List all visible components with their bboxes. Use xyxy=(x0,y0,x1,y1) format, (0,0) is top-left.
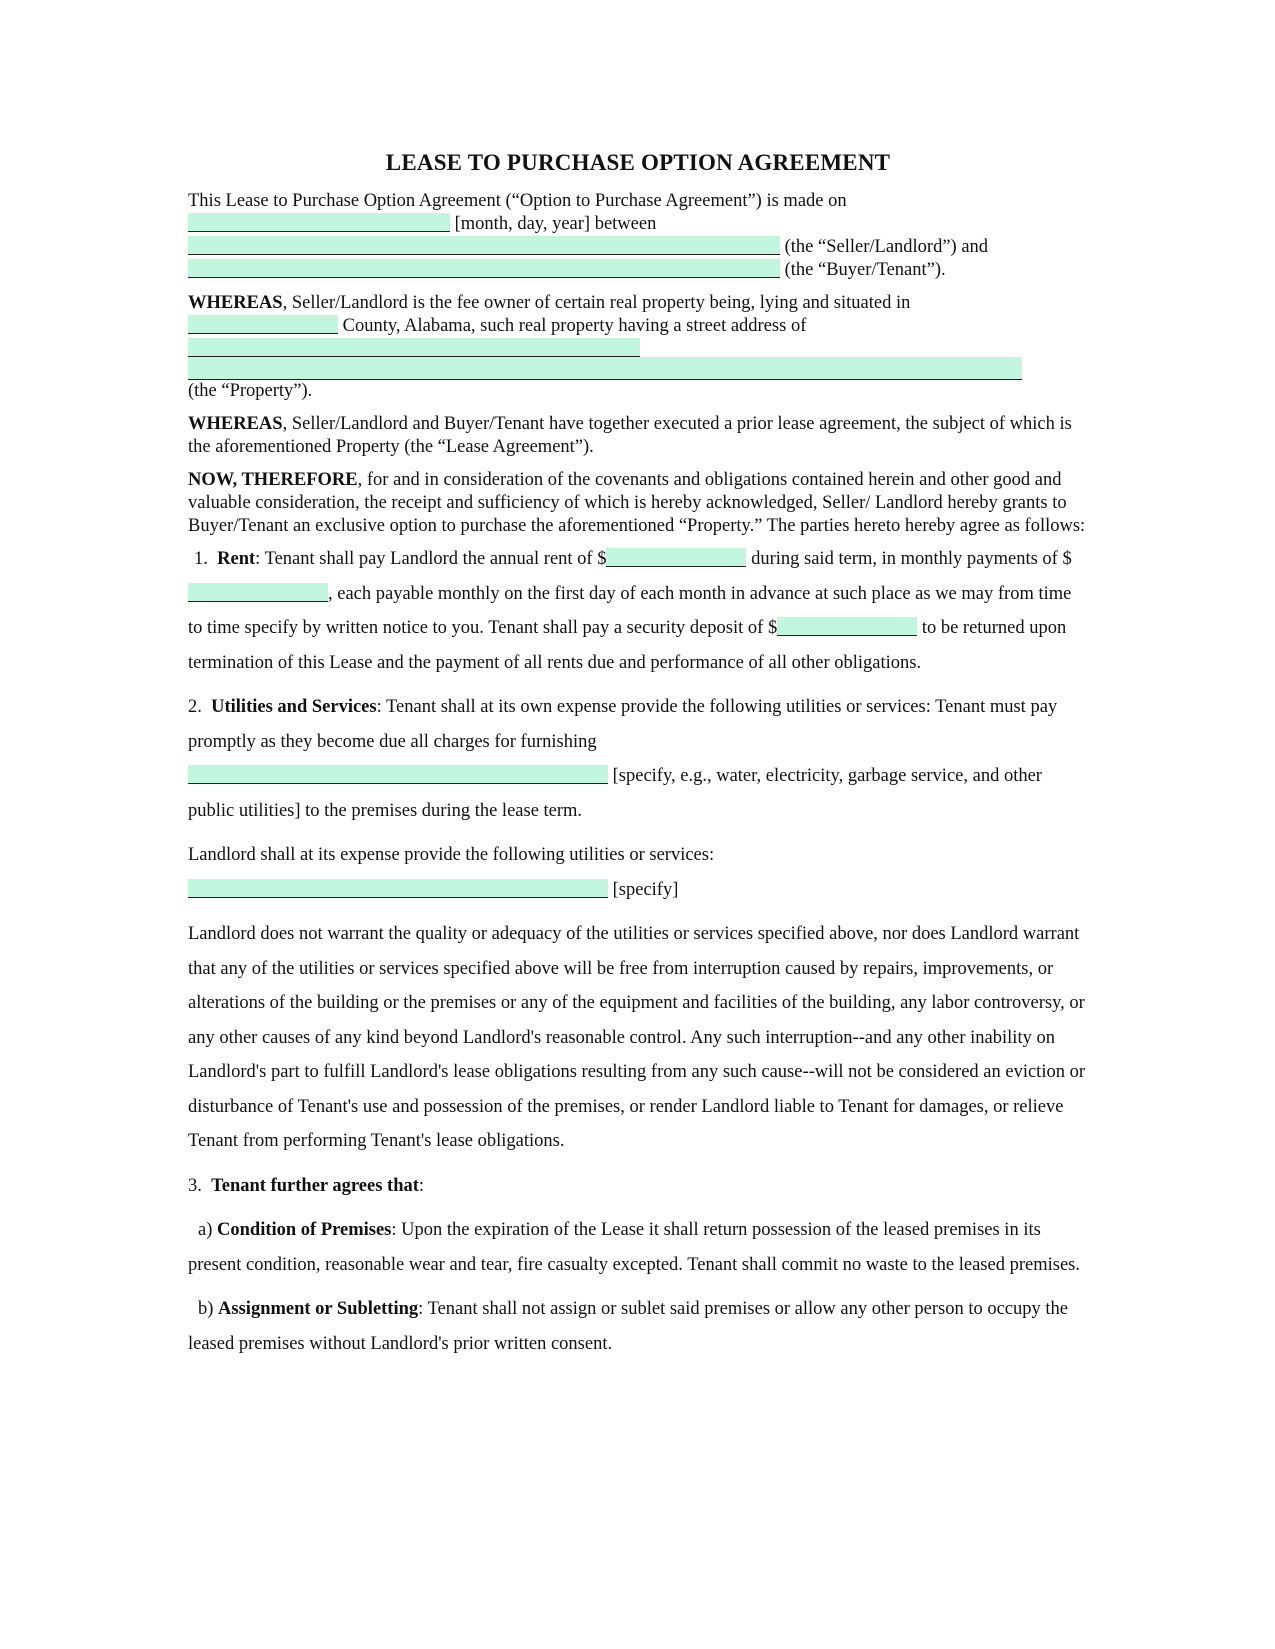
utilities-text-2: [specify, e.g., water, electricity, garbage service, and other public utilities] to the premises during the lease term. xyxy=(188,766,1042,821)
intro-paragraph xyxy=(188,190,1088,282)
date-suffix: [month, day, year] between xyxy=(454,214,657,234)
buyer-name-field[interactable] xyxy=(188,259,780,278)
buyer-suffix: (the “Buyer/Tenant”). xyxy=(784,260,946,280)
landlord-utilities-suffix: [specify] xyxy=(612,879,679,900)
landlord-utilities-paragraph xyxy=(188,838,1088,907)
county-field[interactable] xyxy=(188,315,338,334)
condition-text: : Upon the expiration of the Lease it shall return possession of the leased premises in its present condition, reasonable wear and tear, fire casualty excepted. Tenant shall commit no waste to the leased premises. xyxy=(188,1220,1080,1275)
rent-text-3: , each payable monthly on the first day of each month in advance at such place as we may from time to time specify by written notice to you. Tenant shall pay a security deposit of $ xyxy=(188,583,1072,638)
document-page xyxy=(188,150,1088,1361)
whereas-lead: WHEREAS xyxy=(188,293,283,313)
rent-text-2: during said term, in monthly payments of $ xyxy=(751,549,1072,569)
utilities-section xyxy=(188,690,1088,828)
county-suffix: County, Alabama, such real property having a street address of xyxy=(342,316,807,336)
rent-number: 1. xyxy=(194,549,208,569)
seller-suffix: (the “Seller/Landlord”) and xyxy=(784,237,989,257)
whereas-paragraph-1 xyxy=(188,292,1088,403)
whereas-paragraph-2 xyxy=(188,413,1088,459)
utilities-label: Utilities and Services xyxy=(211,697,377,717)
rent-text-1: : Tenant shall pay Landlord the annual rent of $ xyxy=(255,549,607,569)
monthly-payment-field[interactable] xyxy=(188,583,328,602)
item-a-letter: a) xyxy=(198,1220,213,1240)
assignment-text: : Tenant shall not assign or sublet said premises or allow any other person to occupy the leased premises without Landlord's prior written consent. xyxy=(188,1299,1068,1354)
intro-text: This Lease to Purchase Option Agreement (“Option to Purchase Agreement”) is made on xyxy=(188,191,847,211)
tenant-colon: : xyxy=(418,1175,425,1196)
condition-label: Condition of Premises xyxy=(217,1220,392,1240)
landlord-utilities-field[interactable] xyxy=(188,879,608,898)
rent-label: Rent xyxy=(217,549,256,569)
now-therefore-lead: NOW, THEREFORE xyxy=(188,470,358,490)
document-title: LEASE TO PURCHASE OPTION AGREEMENT xyxy=(385,150,891,175)
assignment-subletting xyxy=(188,1292,1088,1361)
tenant-agrees-heading xyxy=(188,1169,1088,1204)
warranty-paragraph: Landlord does not warrant the quality or adequacy of the utilities or services specified above, nor does Landlord warrant that any of the utilities or services specified above will be free from interruption caused by repairs, improvements, or alterations of the building or the premises or any of the equipment and facilities of the building, any labor controversy, or any other causes of any kind beyond Landlord's reasonable control. Any such interruption--and any other inability on Landlord's part to fulfill Landlord's lease obligations resulting from any such cause--will not be considered an eviction or disturbance of Tenant's use and possession of the premises, or render Landlord liable to Tenant for damages, or relieve Tenant from performing Tenant's lease obligations. xyxy=(188,924,1085,1151)
security-deposit-field[interactable] xyxy=(777,617,917,636)
seller-name-field[interactable] xyxy=(188,236,780,255)
property-suffix: (the “Property”). xyxy=(188,381,313,401)
tenant-utilities-field[interactable] xyxy=(188,765,608,784)
rent-text-4: to be returned upon termination of this Lease and the payment of all rents due and performance of all other obligations. xyxy=(188,618,1067,673)
utilities-number: 2. xyxy=(188,697,202,717)
whereas-text: , Seller/Landlord is the fee owner of certain real property being, lying and situated in xyxy=(282,293,911,313)
landlord-utilities-text: Landlord shall at its expense provide the following utilities or services: xyxy=(188,845,715,865)
date-field[interactable] xyxy=(188,213,450,232)
now-therefore-paragraph xyxy=(188,469,1088,538)
tenant-number: 3. xyxy=(188,1175,202,1196)
street-address-field-2[interactable] xyxy=(188,357,1022,380)
rent-section xyxy=(188,542,1088,680)
assignment-label: Assignment or Subletting xyxy=(218,1299,419,1319)
whereas-text: , Seller/Landlord and Buyer/Tenant have together executed a prior lease agreement, the subject of which is the aforementioned Property (the “Lease Agreement”). xyxy=(188,414,1072,457)
utilities-text-1: : Tenant shall at its own expense provide the following utilities or services: Tenant must pay promptly as they become due all charges for furnishing xyxy=(188,697,1058,752)
item-b-letter: b) xyxy=(198,1299,214,1319)
condition-of-premises xyxy=(188,1213,1088,1282)
tenant-label: Tenant further agrees that xyxy=(211,1175,419,1196)
now-therefore-text: , for and in consideration of the covenants and obligations contained herein and other good and valuable consideration, the receipt and sufficiency of which is hereby acknowledged, Seller/ Landlord hereby grants to Buyer/Tenant an exclusive option to purchase the aforementioned “Property.” The parties hereto hereby agree as follows: xyxy=(188,470,1086,536)
annual-rent-field[interactable] xyxy=(606,548,746,567)
street-address-field-1[interactable] xyxy=(188,338,640,357)
whereas-lead: WHEREAS xyxy=(188,414,283,434)
